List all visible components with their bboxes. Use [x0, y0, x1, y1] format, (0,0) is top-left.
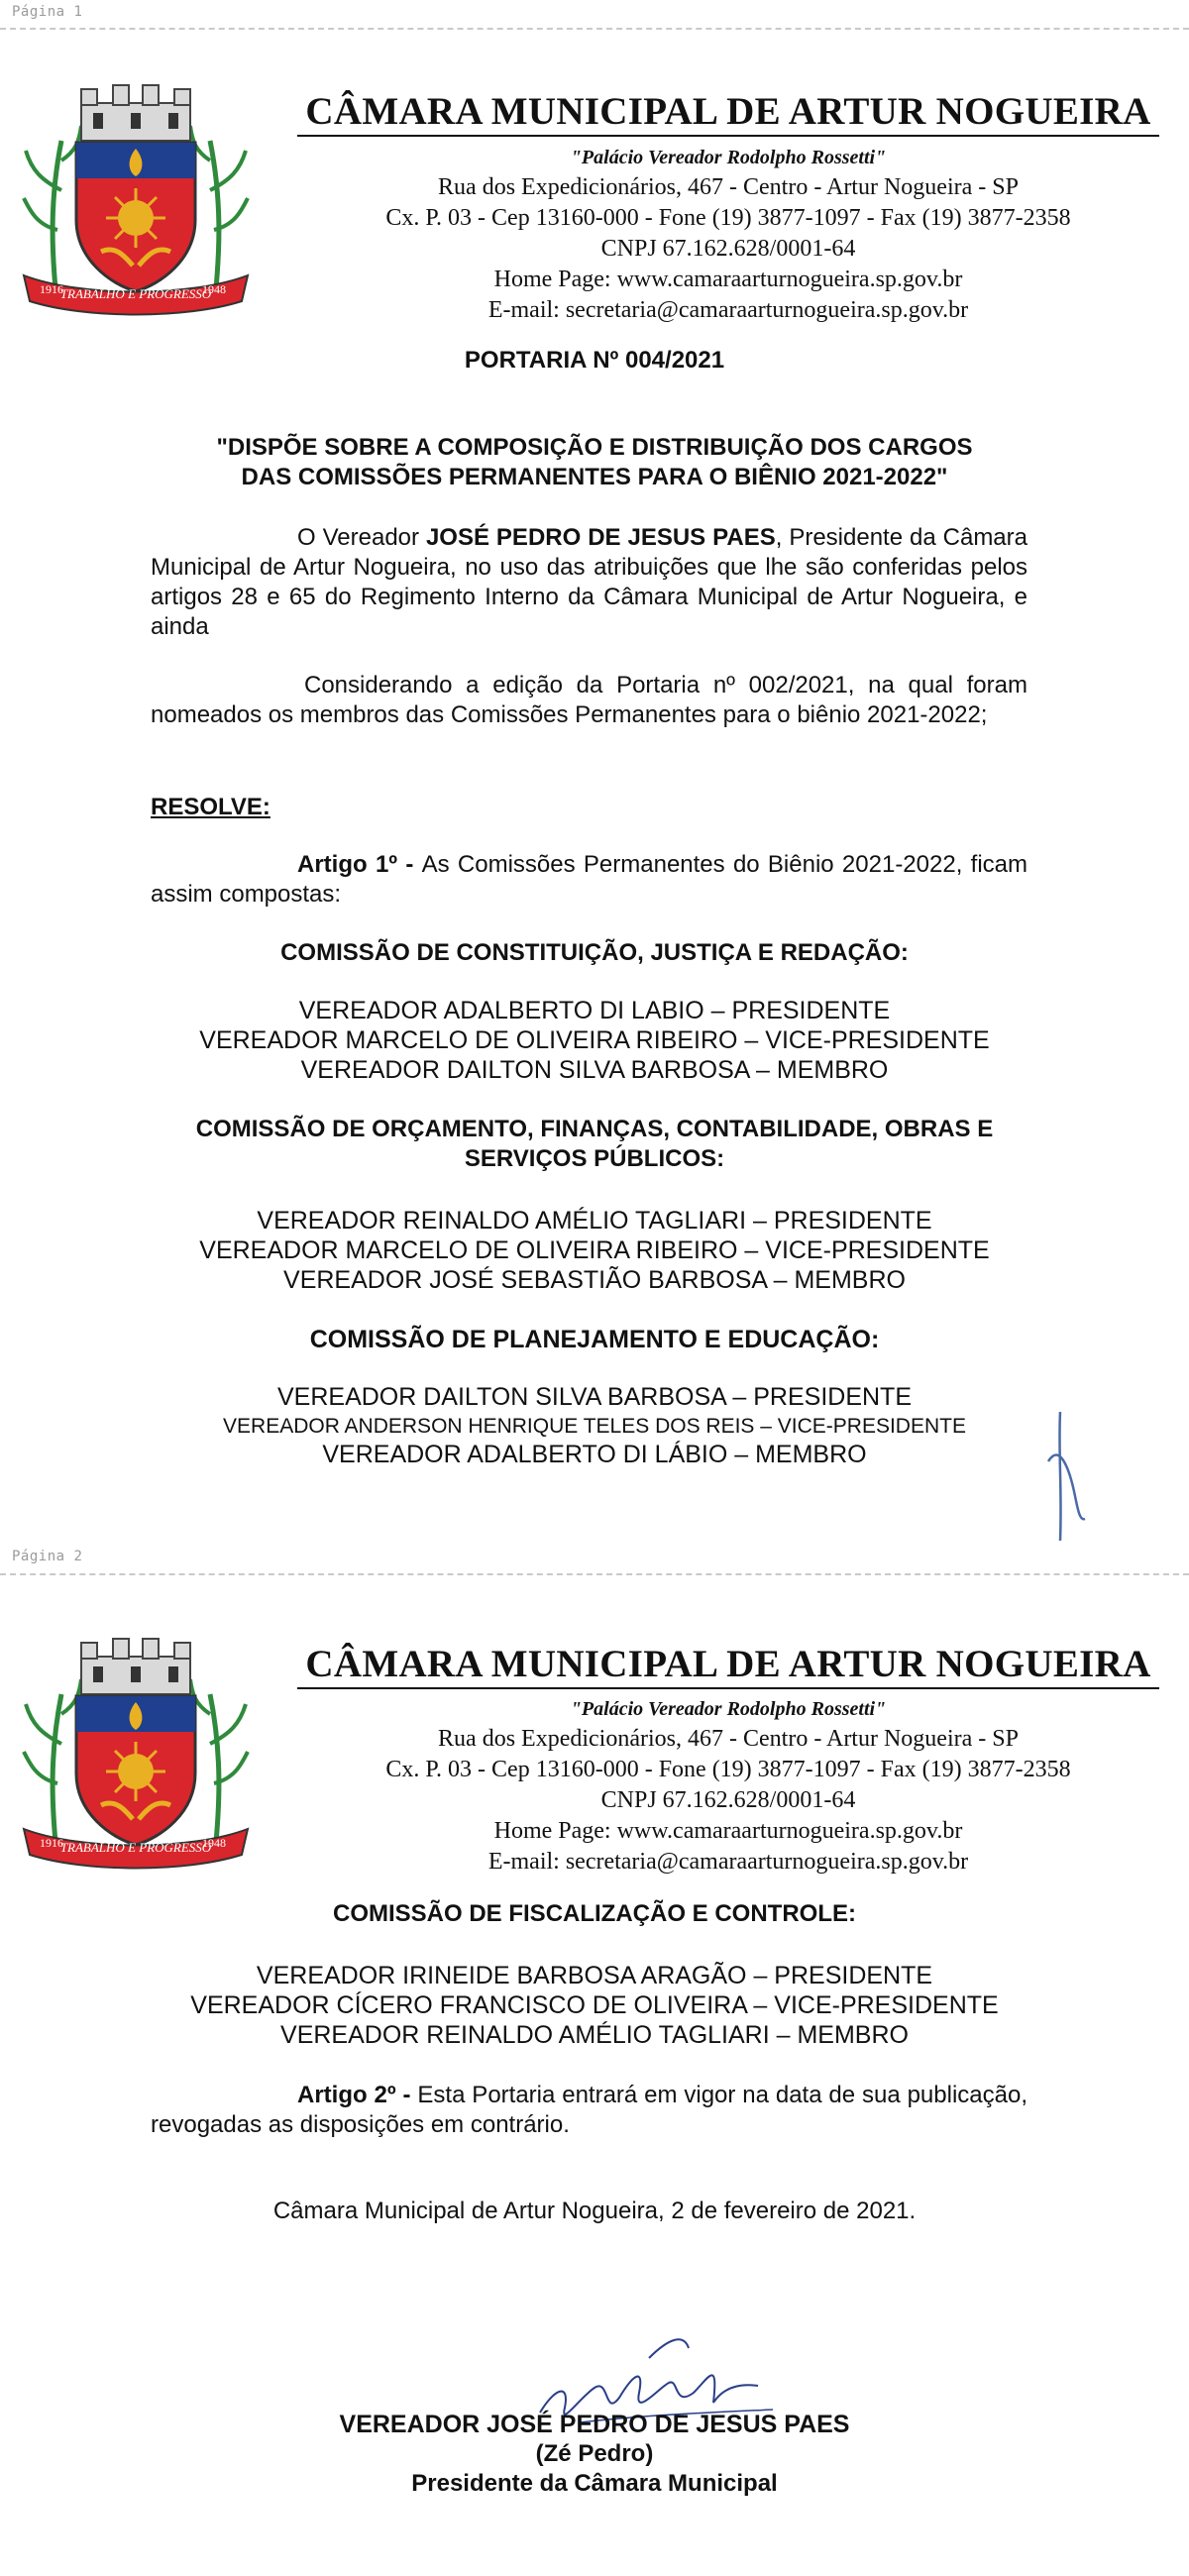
page-1-label: Página 1 — [12, 4, 83, 20]
letterhead-email: E-mail: secretaria@camaraarturnogueira.sp.gov.br — [487, 1849, 969, 1875]
place-and-date: Câmara Municipal de Artur Nogueira, 2 de fevereiro de 2021. — [272, 2198, 917, 2224]
commission-4-member: VEREADOR IRINEIDE BARBOSA ARAGÃO – PRESIDENTE — [256, 1962, 933, 1989]
commission-2-member: VEREADOR MARCELO DE OLIVEIRA RIBEIRO – VICE-PRESIDENTE — [199, 1236, 990, 1264]
letterhead-email: E-mail: secretaria@camaraarturnogueira.sp.gov.br — [487, 297, 969, 323]
commission-1-member: VEREADOR MARCELO DE OLIVEIRA RIBEIRO – VICE-PRESIDENTE — [199, 1026, 990, 1054]
crest-year-right: 1948 — [202, 282, 226, 296]
resolve-heading: RESOLVE: — [151, 794, 270, 820]
commission-4-member: VEREADOR REINALDO AMÉLIO TAGLIARI – MEMBRO — [280, 2021, 909, 2049]
crest-year-left: 1916 — [40, 1836, 63, 1850]
crest-year-left: 1916 — [40, 282, 63, 296]
commission-2-title: COMISSÃO DE ORÇAMENTO, FINANÇAS, CONTABILIDADE, OBRAS E — [195, 1116, 994, 1142]
president-name: JOSÉ PEDRO DE JESUS PAES — [425, 524, 776, 551]
page-separator — [0, 28, 1189, 30]
letterhead-title: CÂMARA MUNICIPAL DE ARTUR NOGUEIRA — [305, 1643, 1151, 1685]
letterhead-palace: "Palácio Vereador Rodolpho Rossetti" — [570, 1698, 887, 1720]
letterhead-phone: Cx. P. 03 - Cep 13160-000 - Fone (19) 3877-1097 - Fax (19) 3877-2358 — [385, 205, 1071, 231]
commission-3-member: VEREADOR DAILTON SILVA BARBOSA – PRESIDENTE — [276, 1383, 912, 1411]
letterhead-address: Rua dos Expedicionários, 467 - Centro - Artur Nogueira - SP — [438, 174, 1019, 200]
commission-3-title: COMISSÃO DE PLANEJAMENTO E EDUCAÇÃO: — [309, 1326, 880, 1353]
municipal-crest-logo — [22, 81, 250, 324]
letterhead-homepage: Home Page: www.camaraarturnogueira.sp.gov.br — [493, 267, 963, 292]
subject-line-1: "DISPÕE SOBRE A COMPOSIÇÃO E DISTRIBUIÇÃO DOS CARGOS — [216, 434, 973, 461]
commission-2-member: VEREADOR JOSÉ SEBASTIÃO BARBOSA – MEMBRO — [283, 1266, 906, 1294]
letterhead-homepage: Home Page: www.camaraarturnogueira.sp.gov.br — [493, 1818, 963, 1844]
intro-paragraph: O Vereador JOSÉ PEDRO DE JESUS PAES, Presidente da Câmara Municipal de Artur Nogueira, no uso das atribuições que lhe são conferidas pelos artigos 28 e 65 do Regimento Interno da Câmara Municipal de Artur Nogueira, e ainda — [151, 524, 1027, 640]
letterhead-cnpj: CNPJ 67.162.628/0001-64 — [600, 236, 856, 262]
municipal-crest-logo — [22, 1635, 250, 1878]
signatory-role: Presidente da Câmara Municipal — [411, 2470, 778, 2497]
commission-1-title: COMISSÃO DE CONSTITUIÇÃO, JUSTIÇA E REDAÇÃO: — [280, 939, 909, 966]
article-2: Artigo 2º - Esta Portaria entrará em vigor na data de sua publicação, revogadas as disposições em contrário. — [151, 2082, 1028, 2138]
portaria-number: PORTARIA Nº 004/2021 — [464, 347, 725, 374]
crest-year-right: 1948 — [202, 1836, 226, 1850]
letterhead-palace: "Palácio Vereador Rodolpho Rossetti" — [570, 147, 887, 168]
commission-3-member: VEREADOR ADALBERTO DI LÁBIO – MEMBRO — [322, 1441, 867, 1468]
commission-2-title: SERVIÇOS PÚBLICOS: — [464, 1145, 725, 1172]
page-initials-signature — [1040, 1402, 1100, 1551]
crest-motto: TRABALHO E PROGRESSO — [59, 286, 212, 301]
letterhead-title: CÂMARA MUNICIPAL DE ARTUR NOGUEIRA — [305, 90, 1151, 133]
article-1: Artigo 1º - As Comissões Permanentes do Biênio 2021-2022, ficam assim compostas: — [151, 851, 1027, 908]
subject-line-2: DAS COMISSÕES PERMANENTES PARA O BIÊNIO 2021-2022" — [241, 464, 948, 490]
letterhead-cnpj: CNPJ 67.162.628/0001-64 — [600, 1787, 856, 1813]
commission-2-member: VEREADOR REINALDO AMÉLIO TAGLIARI – PRESIDENTE — [257, 1207, 932, 1234]
considering-paragraph: Considerando a edição da Portaria nº 002/2021, na qual foram nomeados os membros das Comissões Permanentes para o biênio 2021-2022; — [151, 672, 1027, 728]
letterhead-rule — [297, 135, 1159, 137]
signatory-name: VEREADOR JOSÉ PEDRO DE JESUS PAES — [339, 2411, 850, 2438]
commission-4-title: COMISSÃO DE FISCALIZAÇÃO E CONTROLE: — [333, 1900, 856, 1927]
commission-3-member: VEREADOR ANDERSON HENRIQUE TELES DOS REIS – VICE-PRESIDENTE — [223, 1415, 966, 1438]
signatory-nickname: (Zé Pedro) — [535, 2440, 654, 2467]
commission-1-member: VEREADOR ADALBERTO DI LABIO – PRESIDENTE — [298, 997, 891, 1024]
letterhead-rule — [297, 1687, 1159, 1689]
commission-1-member: VEREADOR DAILTON SILVA BARBOSA – MEMBRO — [300, 1056, 889, 1084]
page-separator — [0, 1573, 1189, 1575]
letterhead-address: Rua dos Expedicionários, 467 - Centro - Artur Nogueira - SP — [438, 1726, 1019, 1752]
commission-4-member: VEREADOR CÍCERO FRANCISCO DE OLIVEIRA – VICE-PRESIDENTE — [190, 1991, 999, 2019]
crest-motto: TRABALHO E PROGRESSO — [59, 1840, 212, 1855]
page-2-label: Página 2 — [12, 1549, 83, 1564]
letterhead-phone: Cx. P. 03 - Cep 13160-000 - Fone (19) 3877-1097 - Fax (19) 3877-2358 — [385, 1757, 1071, 1782]
